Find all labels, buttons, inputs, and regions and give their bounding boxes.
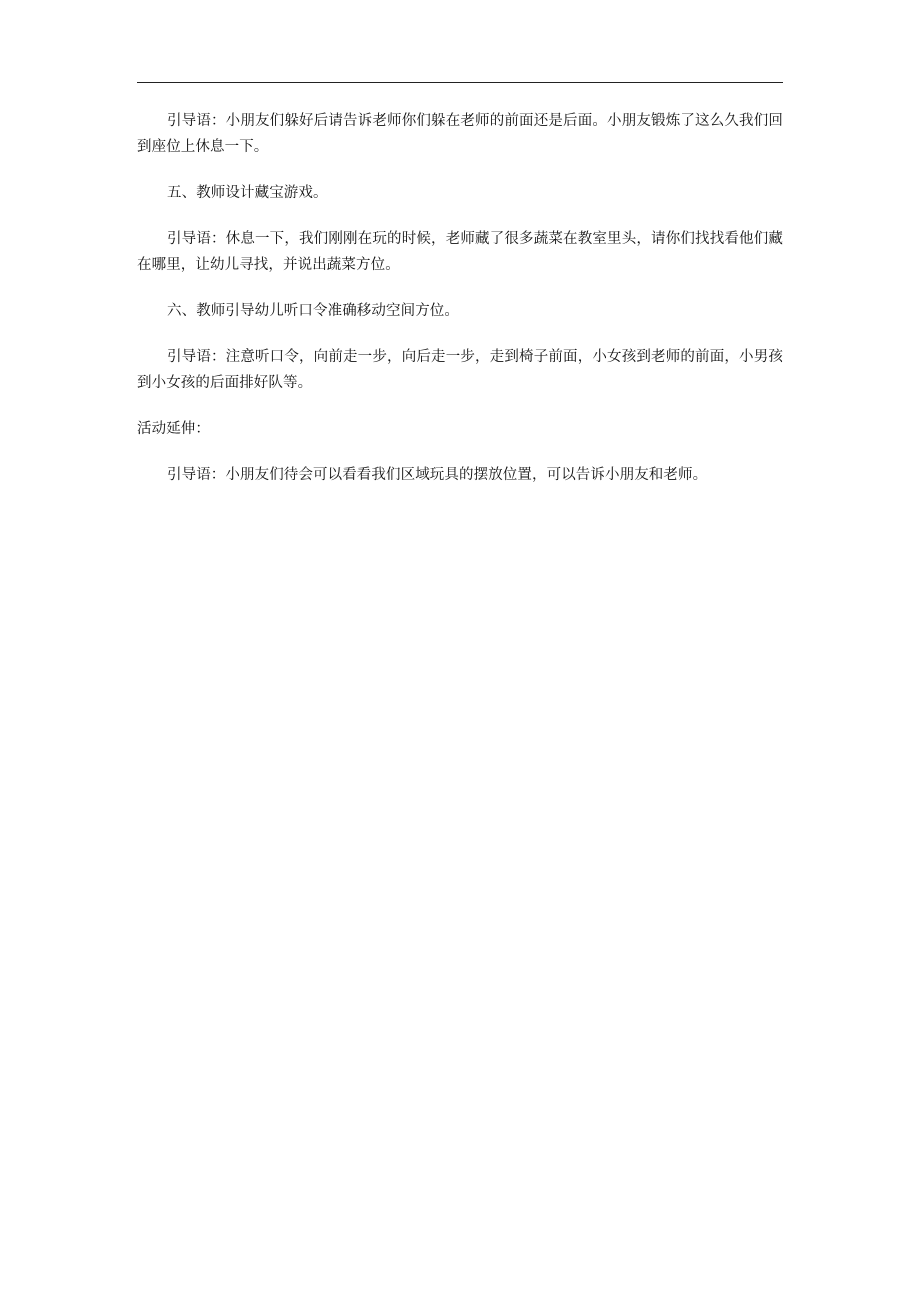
header-rule (137, 82, 783, 83)
paragraph-guide-treasure: 引导语：休息一下，我们刚刚在玩的时候，老师藏了很多蔬菜在教室里头，请你们找找看他们藏在哪里，让幼儿寻找，并说出蔬菜方位。 (137, 231, 783, 273)
paragraph-guide-extension: 引导语：小朋友们待会可以看看我们区域玩具的摆放位置，可以告诉小朋友和老师。 (167, 467, 708, 483)
paragraph-step-five: 五、教师设计藏宝游戏。 (167, 185, 328, 201)
paragraph-step-six: 六、教师引导幼儿听口令准确移动空间方位。 (167, 303, 459, 319)
document-body (137, 108, 783, 508)
paragraph-extension-heading: 活动延伸： (137, 421, 210, 437)
paragraph-guide-hide: 引导语：小朋友们躲好后请告诉老师你们躲在老师的前面还是后面。小朋友锻炼了这么久我们回到座位上休息一下。 (137, 113, 783, 155)
paragraph-guide-commands: 引导语：注意听口令，向前走一步，向后走一步，走到椅子前面，小女孩到老师的前面，小男孩到小女孩的后面排好队等。 (137, 349, 783, 391)
